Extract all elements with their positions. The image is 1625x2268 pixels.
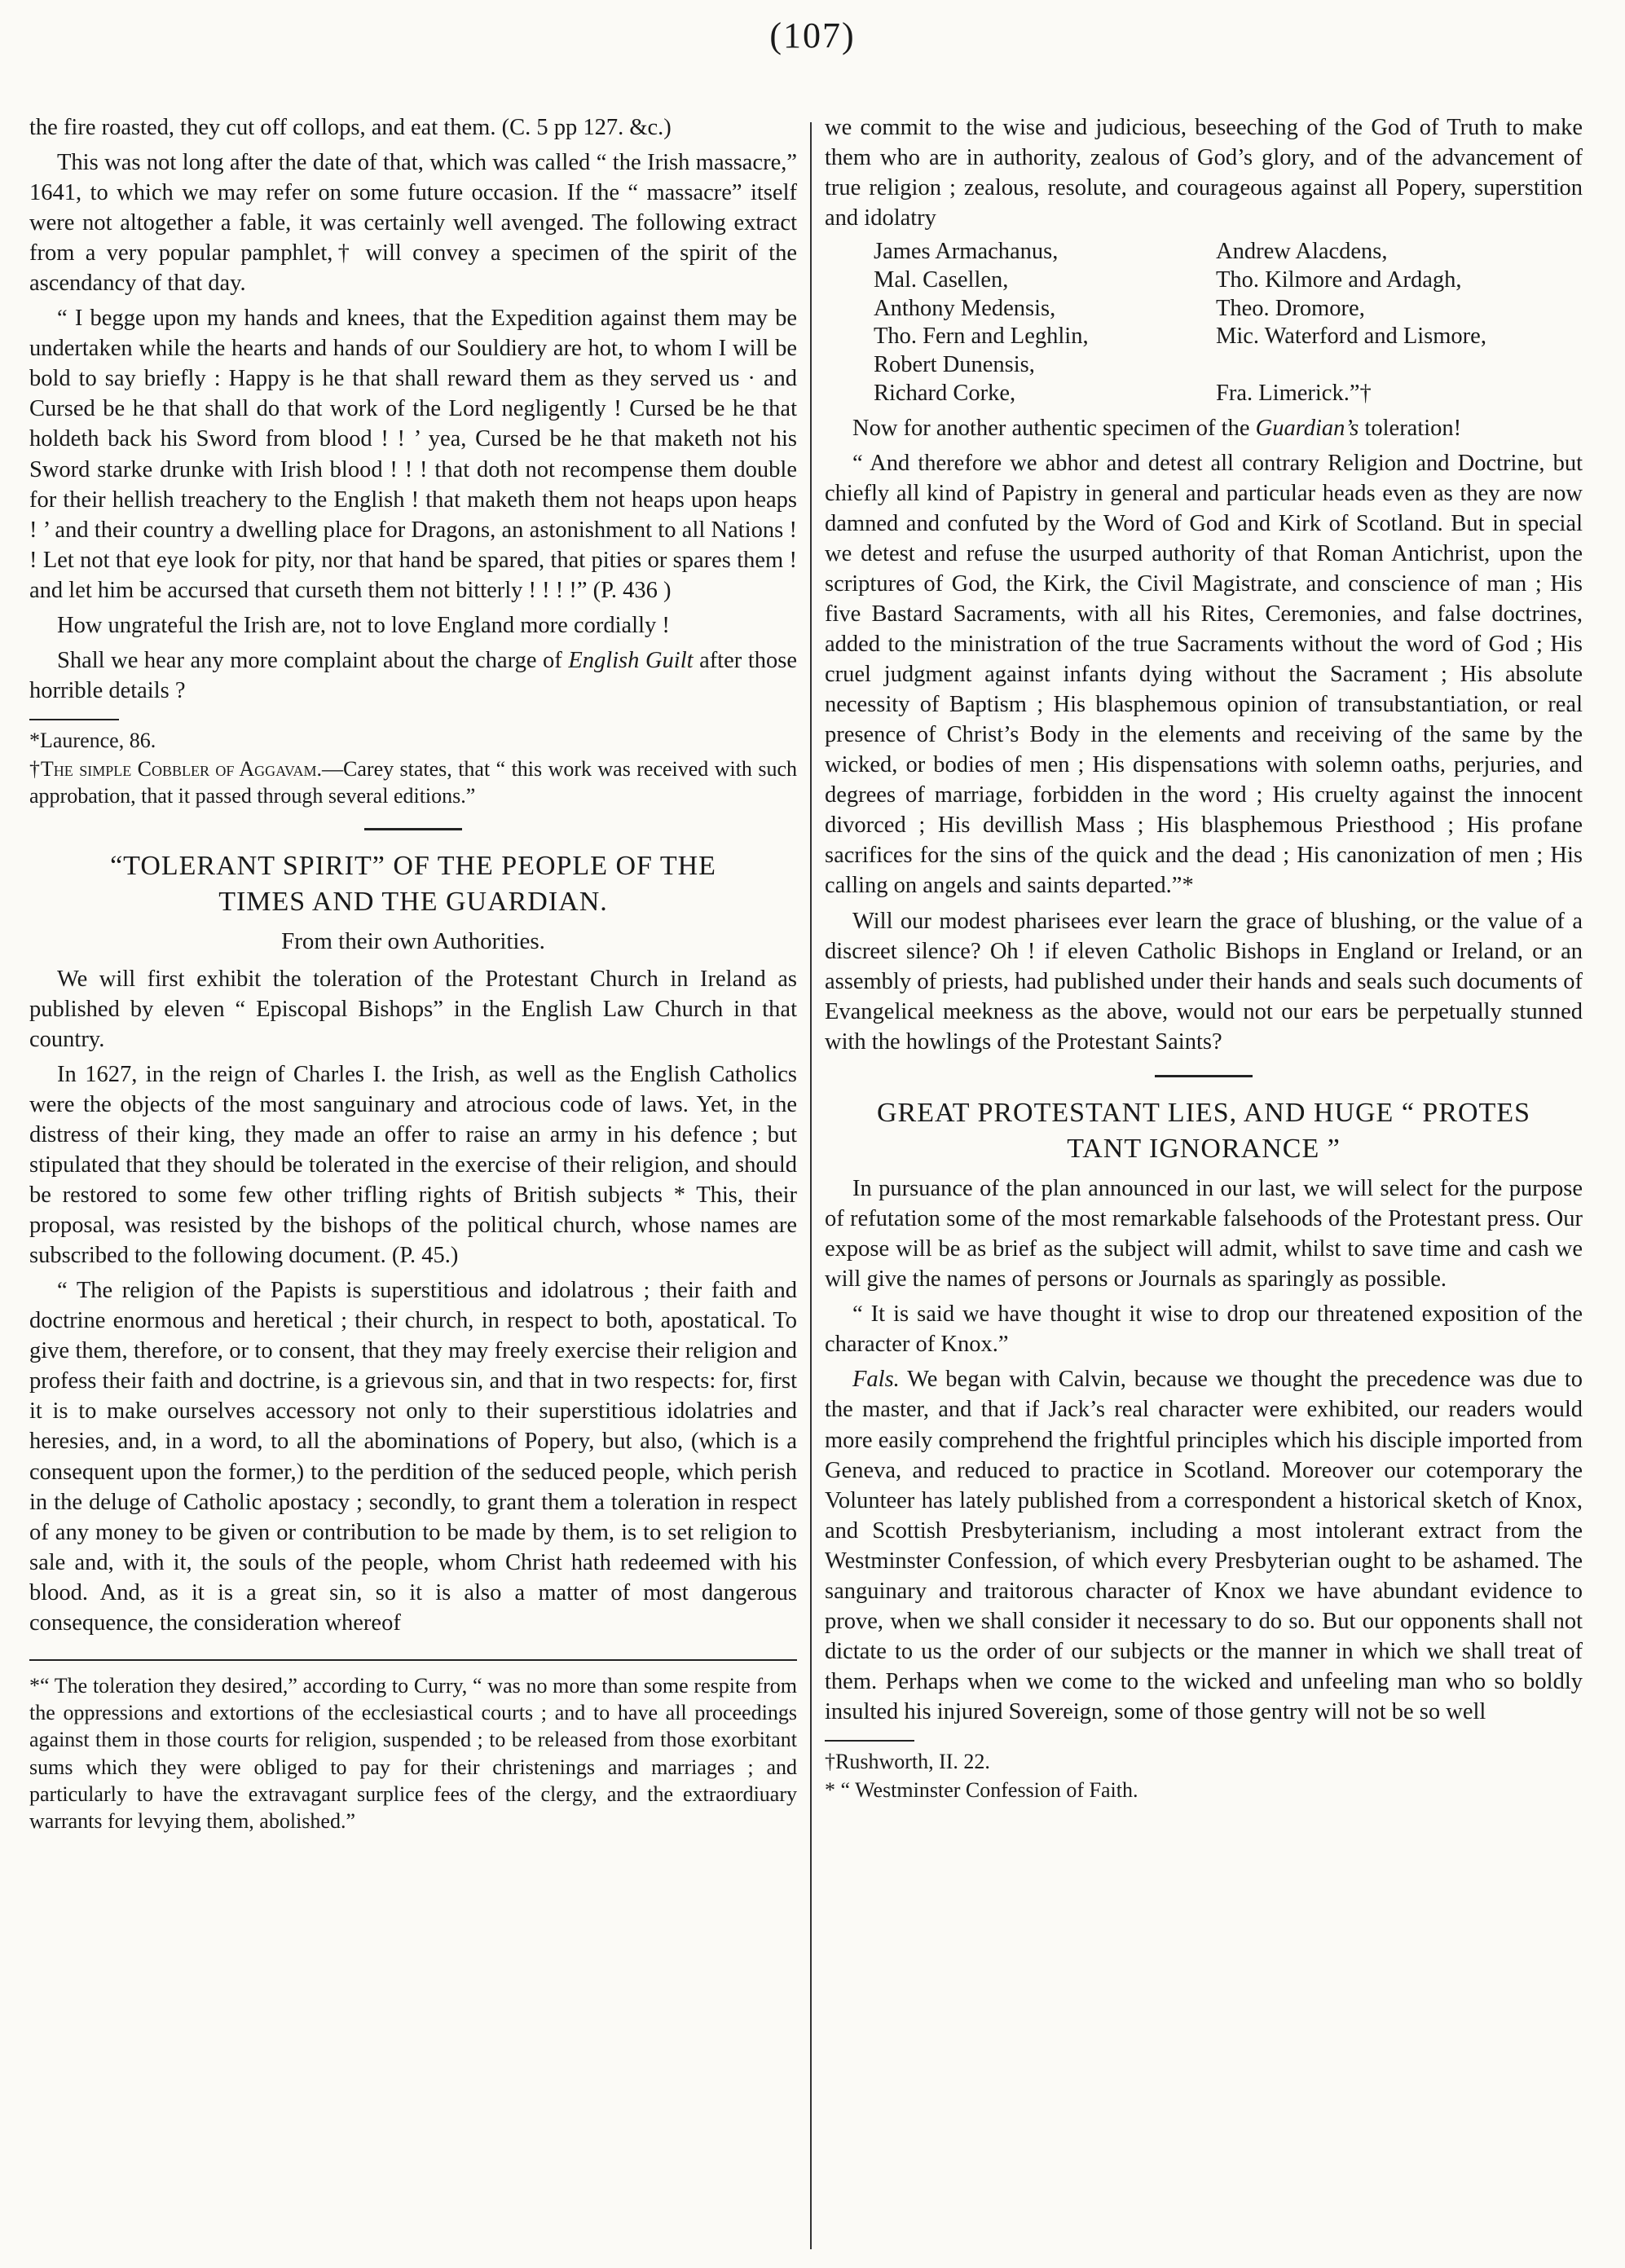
fals-text: We began with Calvin, because we thought the precedence was due to the master, and that if Jack’s real character were exhibited, our readers would more easily comprehend the frightful principles which his disciple imported from Geneva, and reduced to practice in Scotland. Moreover our cotemporary the Volunteer has lately published from a correspondent a historical sketch of Knox, and Scottish Presbyterianism, including a most intolerant extract from the Westminster Confession, of which every Presbyterian ought to be ashamed. The sanguinary and traitorous character of Knox we have abundant evidence to prove, when we shall consider it necessary to do so. But our opponents shall not dictate to us the order of our subjects or the manner in which we shall treat of them. Perhaps when we come to the wicked and unfeeling man who so boldly insulted his injured Sovereign, some of those gentry will not be so well <box>825 1367 1583 1724</box>
question-start: Shall we hear any more complaint about the charge of <box>57 647 569 673</box>
footnote-cobbler-text: —Carey states, that “ this work was received with such approbation, that it passed through several editions.” <box>29 757 797 808</box>
paragraph-english-guilt <box>29 645 797 706</box>
signatory-spacer <box>1216 351 1583 380</box>
signatory: Mic. Waterford and Lismore, <box>1216 324 1486 350</box>
paragraph-calvin-knox <box>825 1364 1583 1727</box>
signatory: Anthony Medensis, <box>874 295 1056 321</box>
footnote-rule-right <box>825 1740 914 1742</box>
signatory: Robert Dunensis, <box>874 352 1035 378</box>
left-column <box>29 112 797 2264</box>
section-heading-protestant-lies <box>825 1095 1583 1167</box>
paragraph-authentic-specimen <box>825 413 1583 443</box>
paragraph-episcopal-bishops: We will first exhibit the toleration of the Protestant Church in Ireland as published by eleven “ Episcopal Bishops” in the English Law Church in that country. <box>29 966 797 1052</box>
quote-kirk-of-scotland: “ And therefore we abhor and detest all contrary Religion and Doctrine, but chiefly all kind of Papistry in general and particular heads even as they are now damned and confuted by the Word of God and Kirk of Scotland. But in special we detest and refuse the usurped authority of that Roman Antichrist, upon the scriptures of God, the Kirk, the Civil Magistrate, and conscience of man ; His five Bastard Sacraments, with all his Rites, Ceremonies, and false doctrines, added to the ministration of the true Sacraments without the word of God ; His cruel judgment against infants dying without the Sacrament ; His absolute necessity of Baptism ; His blasphemous opinion of transubstantiation, or real presence of Christ’s Body in the elements and receiving of the same by the wicked, or bodies of men ; His dispensations with solemn oaths, perjuries, and degrees of marriage, forbidden in the word ; His cruelty against the innocent divorced ; His devillish Mass ; His blasphemous Priesthood ; His profane sacrifices for the sins of the quick and the dead ; His canonization of men ; His calling on angels and saints departed.”* <box>825 450 1583 899</box>
quote-religion-of-papists: “ The religion of the Papists is superstitious and idolatrous ; their faith and doctrine enormous and heretical ; their church, in respect to both, apostatical. To give them, therefore, or to consent, that they may freely exercise their religion and profess their faith and doctrine, is a grievous sin, and that in two respects: for, first it is to make ourselves accessory not only to their superstitious idolatries and heresies, and, in a word, to all the abominations of Popery, but also, (which is a consequent upon the former,) to the perdition of the seduced people, which perish in the deluge of Catholic apostacy ; secondly, to grant them a toleration in respect of any money to be given or contribution to be made by them, is to set religion to sale and, with it, the souls of the people, whom Christ hath redeemed with his blood. And, as it is a great sin, so it is also a matter of most dangerous consequence, the consideration whereof <box>29 1278 797 1636</box>
footnote-curry: *“ The toleration they desired,” according to Curry, “ was no more than some respite from the oppressions and extortions of the ecclesiastical courts ; and to have all proceedings against them in those courts for religion, suspended ; to be released from those exorbitant sums which they were obliged to pay for their christenings and marriages ; and particularly to have the extravagant surplice fees of the clergy, and the extraordiuary warrants for levying them, abolished.” <box>29 1673 797 1834</box>
paragraph-roasted: the fire roasted, they cut off collops, and eat them. (C. 5 pp 127. &c.) <box>29 115 672 140</box>
footnote-cobbler <box>29 755 797 810</box>
question-emphasis: English Guilt <box>568 647 694 673</box>
heading-line-2: TIMES AND THE GUARDIAN. <box>218 886 608 917</box>
signatories-right <box>1216 238 1583 408</box>
column-divider <box>810 122 812 2249</box>
signatories-left <box>874 238 1216 408</box>
paragraph-pursuance: In pursuance of the plan announced in our last, we will select for the purpose of refutation some of the most remarkable falsehoods of the Protestant press. Our expose will be as brief as the subject will admit, whilst to save time and cash we will give the names of persons or Journals as sparingly as possible. <box>825 1176 1583 1293</box>
footnote-rule <box>29 719 119 720</box>
specimen-end: toleration! <box>1359 415 1462 441</box>
footnote-laurence: *Laurence, 86. <box>29 728 156 752</box>
footnote-cobbler-title: †The simple Cobbler of Aggavam. <box>29 757 323 782</box>
right-column <box>825 112 1583 2264</box>
section-divider <box>364 828 462 830</box>
paragraph-modest-pharisees: Will our modest pharisees ever learn the grace of blushing, or the value of a discreet silence? Oh ! if eleven Catholic Bishops in England or Ireland, or an assembly of priests, had published under their hands and seals such documents of Evangelical meekness as the above, would not our ears be perpetually stunned with the howlings of the Protestant Saints? <box>825 908 1583 1055</box>
paragraph-ungrateful: How ungrateful the Irish are, not to love England more cordially ! <box>57 612 670 638</box>
signatory: Andrew Alacdens, <box>1216 239 1388 265</box>
footnotes-top <box>29 727 797 810</box>
signatory: Theo. Dromore, <box>1216 295 1365 321</box>
specimen-emphasis: Guardian’s <box>1255 415 1359 441</box>
quote-threatened-exposition: “ It is said we have thought it wise to drop our threatened exposition of the character of Knox.” <box>825 1301 1583 1358</box>
signatory: Mal. Casellen, <box>874 266 1009 293</box>
specimen-start: Now for another authentic specimen of the <box>852 415 1256 441</box>
paragraph-irish-massacre: This was not long after the date of that, which was called “ the Irish massacre,” 1641, to which we may refer on some future occasion. If the “ massacre” itself were not altogether a fable, it was certainly well avenged. The following extract from a very popular pamphlet,† will convey a specimen of the spirit of the ascendancy of that day. <box>29 150 797 297</box>
section-divider <box>1155 1075 1253 1077</box>
paragraph-commit-to-wise: we commit to the wise and judicious, beseeching of the God of Truth to make them who are in authority, zealous of God’s glory, and of the advancement of true religion ; zealous, resolute, and courageous against all Popery, superstition and idolatry <box>825 115 1583 231</box>
heading-line-1: “TOLERANT SPIRIT” OF THE PEOPLE OF THE <box>110 850 716 881</box>
heading-line-2: TANT IGNORANCE ” <box>1067 1133 1341 1164</box>
footnotes-right <box>825 1748 1583 1804</box>
footnotes-bottom <box>29 1672 797 1835</box>
fals-label: Fals. <box>852 1367 900 1393</box>
footnote-westminster: * “ Westminster Confession of Faith. <box>825 1778 1138 1803</box>
section-heading-tolerant-spirit <box>29 848 797 920</box>
signatory: Tho. Fern and Leghlin, <box>874 324 1089 350</box>
quote-expedition: “ I begge upon my hands and knees, that the Expedition against them may be undertaken while the hearts and hands of our Souldiery are hot, to whom I will be bold to say briefly : Happy is he that shall reward them as they served us · and Cursed be he that shall do that work of the Lord negligently ! Cursed be he that holdeth back his Sword from blood ! ! ’ yea, Cursed be he that maketh not his Sword starke drunke with Irish blood ! ! ! that doth not recompense them double for their hellish treachery to the English ! that maketh them not heaps upon heaps ! ’ and their country a dwelling place for Dragons, an astonishment to all Nations ! ! Let not that eye look for pity, nor that hand be spared, that pities or spares them ! and let him be accursed that curseth them not bitterly ! ! ! !” (P. 436 ) <box>29 306 797 603</box>
signatory: Fra. Limerick.”† <box>1216 381 1372 407</box>
signatories-list <box>825 238 1583 408</box>
signatory: Tho. Kilmore and Ardagh, <box>1216 266 1462 293</box>
question-end: after those horrible details ? <box>29 647 797 703</box>
page-number: (107) <box>769 15 856 55</box>
signatory: James Armachanus, <box>874 239 1059 265</box>
footnote-rule-bottom <box>29 1659 797 1661</box>
heading-line-1: GREAT PROTESTANT LIES, AND HUGE “ PROTES <box>877 1097 1530 1128</box>
footnote-rushworth: †Rushworth, II. 22. <box>825 1749 990 1773</box>
section-subheading: From their own Authorities. <box>281 928 545 955</box>
paragraph-1627: In 1627, in the reign of Charles I. the Irish, as well as the English Catholics were the objects of the most sanguinary and atrocious code of laws. Yet, in the distress of their king, they made an offer to raise an army in his defence ; but stipulated that they should be tolerated in the exercise of their religion, and should be restored to some few other trifling rights of British subjects * This, their proposal, was resisted by the bishops of the political church, whose names are subscribed to the following document. (P. 45.) <box>29 1061 797 1269</box>
signatory: Richard Corke, <box>874 381 1016 407</box>
